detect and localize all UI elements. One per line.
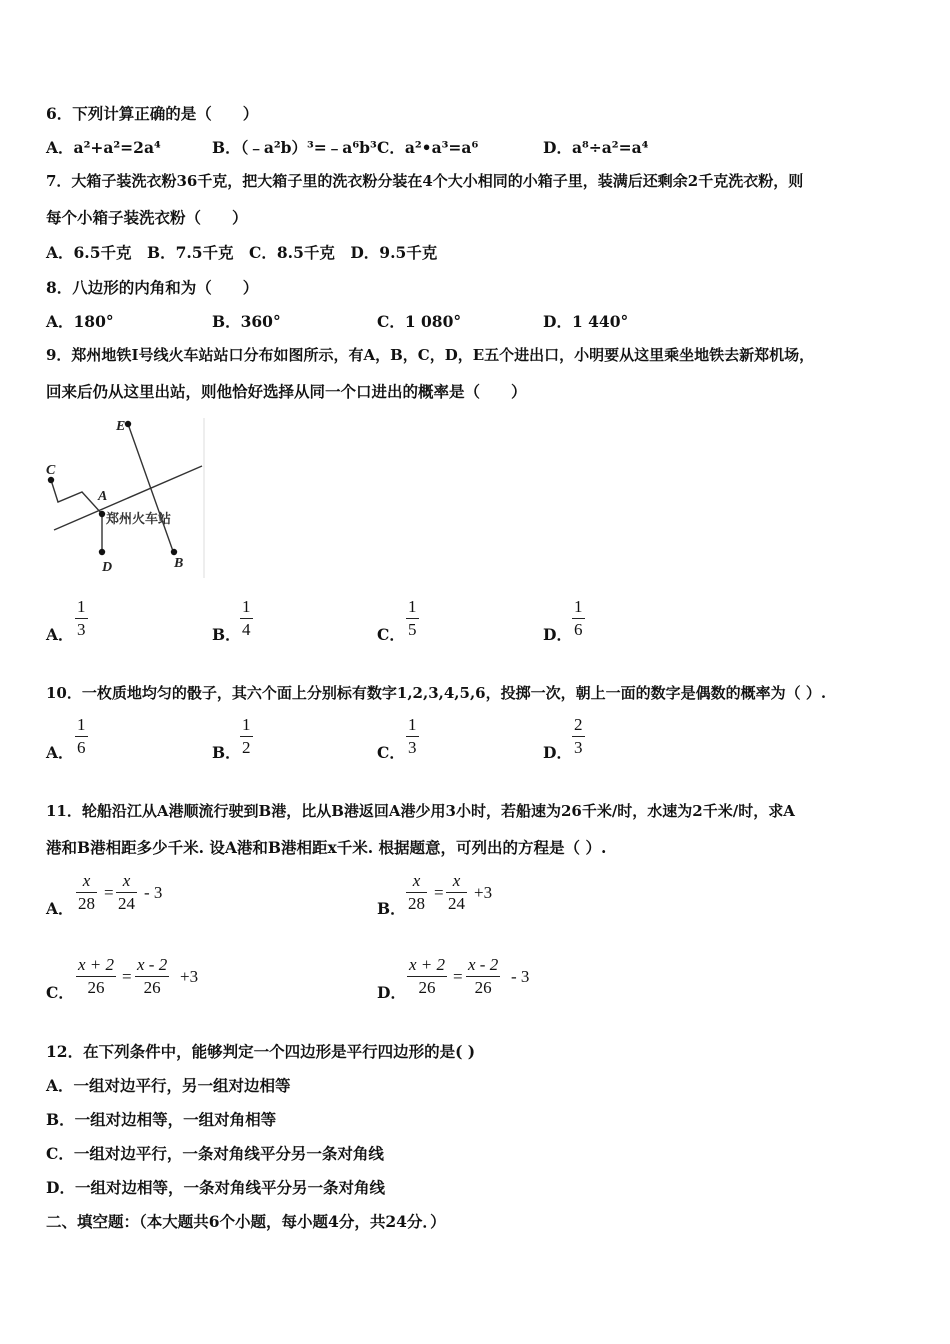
q11-d-tail: - 3 [511, 967, 530, 986]
numerator: x + 2 [78, 955, 115, 974]
q12-option-c: C．一组对边平行，一条对角线平分另一条对角线 [46, 1144, 384, 1163]
q6-option-d: D．a⁸÷a²=a⁴ [543, 138, 649, 157]
numerator: 2 [574, 715, 583, 734]
q11-a-equals: = [104, 883, 114, 902]
denominator: 26 [87, 978, 105, 997]
denominator: 28 [78, 894, 95, 913]
q11-c-equals: = [122, 967, 132, 986]
q12-option-d: D．一组对边相等，一条对角线平分另一条对角线 [46, 1178, 385, 1197]
q10-option-b-fraction [240, 715, 253, 758]
q11-c-right-fraction [135, 955, 169, 998]
label-a: A [98, 489, 108, 504]
denominator: 28 [408, 894, 425, 913]
q9-option-d-fraction [572, 597, 585, 640]
q11-d-left-fraction [407, 955, 447, 998]
q12-stem: 12．在下列条件中，能够判定一个四边形是平行四边形的是( ) [46, 1042, 476, 1061]
q11-option-d-letter: D． [377, 983, 406, 1002]
q8-option-b: B．360° [212, 312, 281, 331]
q11-c-left-fraction [76, 955, 116, 998]
q11-option-c-letter: C． [46, 983, 74, 1002]
denominator: 26 [418, 978, 436, 997]
denominator: 24 [448, 894, 465, 913]
numerator: 1 [574, 597, 583, 616]
q8-stem: 8．八边形的内角和为（ ） [46, 278, 259, 297]
q11-b-tail: +3 [474, 883, 493, 902]
denominator: 4 [242, 620, 251, 639]
q8-option-c: C．1 080° [377, 312, 462, 331]
numerator: x [122, 871, 131, 890]
denominator: 6 [77, 738, 86, 757]
numerator: 1 [242, 715, 251, 734]
q10-stem: 10．一枚质地均匀的骰子，其六个面上分别标有数字1,2,3,4,5,6，投掷一次，朝上一面的数字是偶数的概率为（ ）. [46, 684, 827, 702]
q10-option-a-letter: A． [46, 743, 74, 762]
q11-b-equals: = [434, 883, 444, 902]
q12-option-b: B．一组对边相等，一组对角相等 [46, 1110, 277, 1129]
denominator: 5 [408, 620, 417, 639]
q9-option-d-letter: D． [543, 625, 572, 644]
q10-option-a-fraction [75, 715, 88, 758]
label-d: D [102, 560, 113, 575]
numerator: 1 [242, 597, 251, 616]
denominator: 3 [408, 738, 417, 757]
q6-stem: 6．下列计算正确的是（ ） [46, 104, 259, 123]
q10-option-c-letter: C． [377, 743, 405, 762]
q11-option-a-letter: A． [46, 899, 74, 918]
q9-stem-line1: 9．郑州地铁Ⅰ号线火车站站口分布如图所示，有A，B，C，D，E五个进出口，小明要从这里乘坐地铁去新郑机场， [46, 346, 815, 364]
label-e: E [116, 419, 126, 434]
q9-option-b-fraction [240, 597, 253, 640]
denominator: 2 [242, 738, 251, 757]
q6-option-c: C．a²•a³=a⁶ [377, 138, 479, 157]
q11-stem-line2: 港和B港相距多少千米. 设A港和B港相距x千米. 根据题意，可列出的方程是（ ）. [46, 838, 607, 857]
denominator: 3 [574, 738, 583, 757]
station-label: 郑州火车站 [106, 512, 172, 527]
q11-c-tail: +3 [180, 967, 199, 986]
numerator: x [82, 871, 91, 890]
q11-d-right-fraction [466, 955, 500, 998]
q9-option-a-fraction [75, 597, 88, 640]
q6-option-b: B．（﹣a²b）³=﹣a⁶b³ [212, 138, 377, 157]
station-diagram [46, 418, 208, 578]
q9-option-b-letter: B． [212, 625, 241, 644]
q11-a-tail: - 3 [144, 883, 163, 902]
numerator: x - 2 [137, 955, 168, 974]
numerator: x - 2 [468, 955, 499, 974]
numerator: 1 [77, 715, 86, 734]
label-b: B [174, 556, 184, 571]
denominator: 3 [77, 620, 86, 639]
denominator: 24 [118, 894, 135, 913]
q9-option-c-letter: C． [377, 625, 405, 644]
q11-d-equals: = [453, 967, 463, 986]
exit-point-d [99, 549, 105, 555]
denominator: 6 [574, 620, 583, 639]
q9-option-c-fraction [406, 597, 419, 640]
denominator: 26 [474, 978, 492, 997]
q11-option-b-letter: B． [377, 899, 406, 918]
q11-a-left-fraction [76, 871, 97, 914]
denominator: 26 [143, 978, 161, 997]
q9-option-a-letter: A． [46, 625, 74, 644]
q7-options: A．6.5千克 B．7.5千克 C．8.5千克 D．9.5千克 [46, 243, 438, 262]
q10-option-b-letter: B． [212, 743, 241, 762]
exit-point-b [171, 549, 177, 555]
numerator: 1 [408, 597, 417, 616]
numerator: 1 [77, 597, 86, 616]
q6-option-a: A．a²+a²=2a⁴ [46, 138, 161, 157]
q11-b-left-fraction [406, 871, 427, 914]
numerator: x + 2 [409, 955, 446, 974]
q11-b-right-fraction [446, 871, 467, 914]
q11-stem-line1: 11．轮船沿江从A港顺流行驶到B港，比从B港返回A港少用3小时，若船速为26千米/时，水速为2千米/时，求A [46, 802, 795, 820]
label-c: C [46, 463, 56, 478]
exit-point-a [99, 511, 105, 517]
section-2-heading: 二、填空题：（本大题共6个小题，每小题4分，共24分．） [46, 1212, 446, 1231]
q8-option-a: A．180° [46, 312, 114, 331]
q7-stem-line1: 7．大箱子装洗衣粉36千克，把大箱子里的洗衣粉分装在4个大小相同的小箱子里，装满后还剩余2千克洗衣粉，则 [46, 172, 804, 190]
exit-point-e [125, 421, 131, 427]
q9-stem-line2: 回来后仍从这里出站，则他恰好选择从同一个口进出的概率是（ ） [46, 382, 527, 401]
numerator: x [452, 871, 461, 890]
numerator: 1 [408, 715, 417, 734]
q10-option-d-letter: D． [543, 743, 572, 762]
numerator: x [412, 871, 421, 890]
q10-option-d-fraction [572, 715, 585, 758]
q11-a-right-fraction [116, 871, 137, 914]
q10-option-c-fraction [406, 715, 419, 758]
q7-stem-line2: 每个小箱子装洗衣粉（ ） [46, 208, 248, 227]
q8-option-d: D．1 440° [543, 312, 629, 331]
q12-option-a: A．一组对边平行，另一组对边相等 [46, 1076, 291, 1095]
